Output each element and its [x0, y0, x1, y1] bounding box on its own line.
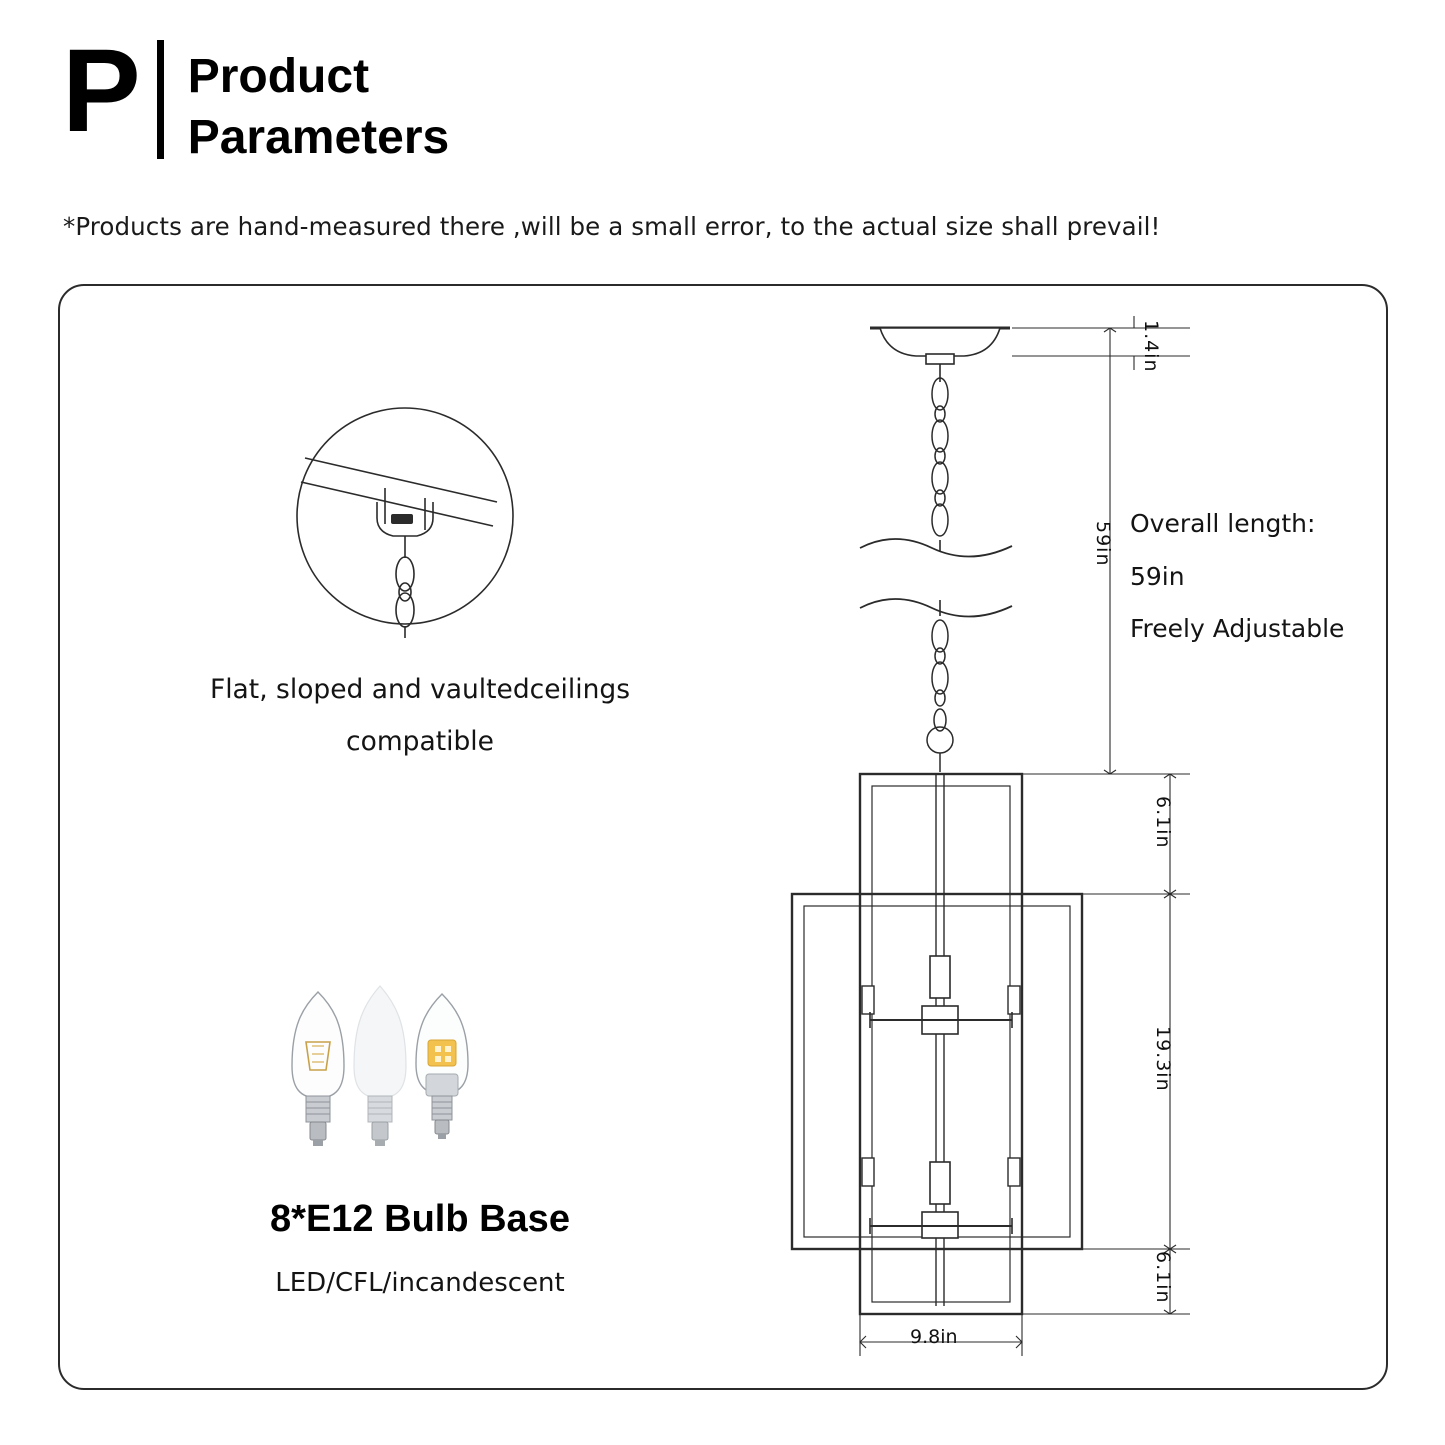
page-header [62, 25, 450, 169]
dim-bottom-frame: 6.1in [1152, 1251, 1174, 1304]
p-monogram: P [62, 25, 139, 157]
bulb-base-title: 8*E12 Bulb Base [270, 1198, 570, 1240]
dim-canopy-height: 1.4in [1140, 320, 1162, 373]
dim-top-frame: 6.1in [1152, 796, 1174, 849]
page-title [188, 34, 450, 169]
bulb-types-illustration [240, 946, 510, 1186]
ceiling-caption-line1: Flat, sloped and vaultedceilings [209, 674, 631, 705]
pendant-light-technical-drawing [720, 296, 1380, 1386]
dim-mid-frame: 19.3in [1152, 1026, 1174, 1092]
ceiling-mount-illustration [265, 406, 545, 656]
overall-length-note: Freely Adjustable [1130, 614, 1345, 643]
overall-length-label: Overall length: [1130, 509, 1316, 538]
dim-total-drop: 59in [1092, 521, 1114, 567]
ceiling-caption-line2: compatible [346, 725, 494, 757]
header-divider [157, 40, 164, 159]
page-title-line1: Product [187, 50, 370, 103]
overall-length-value: 59in [1130, 561, 1185, 591]
page-title-line2: Parameters [187, 111, 450, 165]
bulb-base-subtitle: LED/CFL/incandescent [275, 1268, 565, 1298]
parameters-card [58, 284, 1388, 1390]
dim-width: 9.8in [910, 1326, 958, 1348]
ceiling-compatibility-caption [150, 664, 690, 767]
measurement-note: *Products are hand-measured there ,will be a small error, to the actual size shall prevail! [63, 212, 1161, 241]
